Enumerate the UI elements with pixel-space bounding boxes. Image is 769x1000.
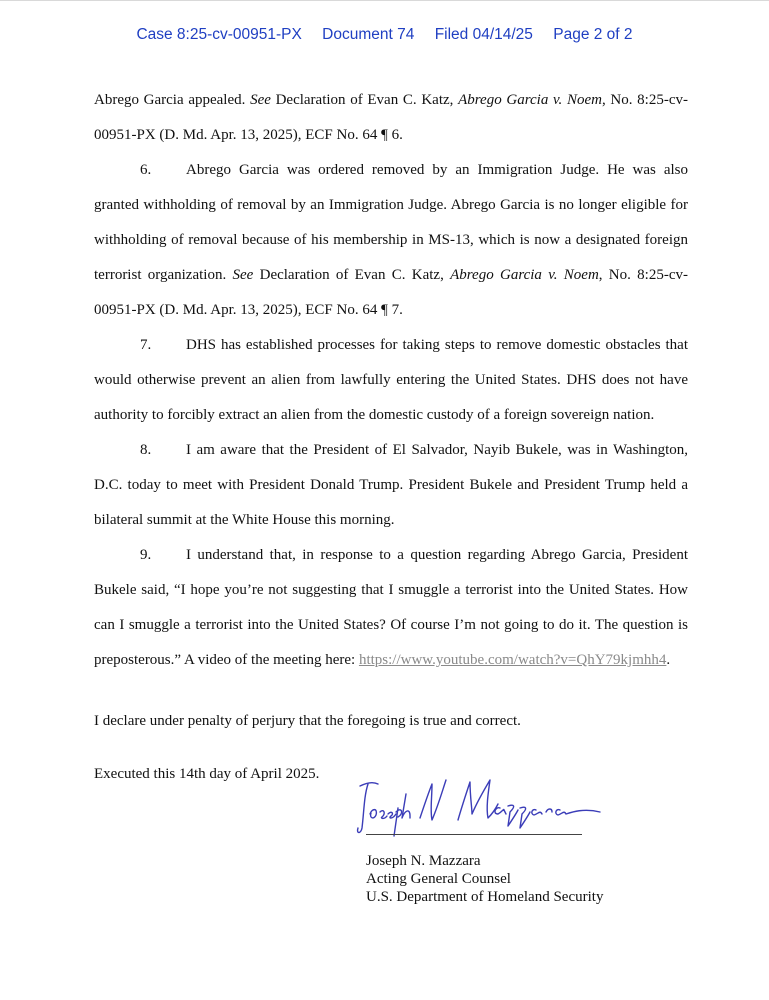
header-filed-date: Filed 04/14/25 — [434, 26, 533, 43]
text-run: Declaration of Evan C. Katz, — [270, 92, 459, 108]
text-run: Abrego Garcia appealed. — [94, 92, 251, 108]
paragraph-8 — [94, 433, 688, 538]
declaration-body — [94, 83, 688, 678]
text-run: . — [666, 652, 671, 668]
perjury-declaration: I declare under penalty of perjury that the foregoing is true and correct. — [94, 713, 521, 729]
paragraph-6 — [94, 153, 688, 328]
header-document-number: Document 74 — [322, 26, 415, 43]
paragraph-number: 6. — [140, 162, 152, 178]
signer-name: Joseph N. Mazzara — [366, 853, 481, 869]
text-run: DHS has established processes for taking steps to remove domestic obstacles that would otherwise prevent an alien from lawfully entering the United States. DHS does not have authority to forcibly extract an alien from the domestic custody of a foreign sovereign nation. — [94, 337, 688, 423]
paragraph-number: 7. — [140, 337, 152, 353]
execution-date: Executed this 14th day of April 2025. — [94, 766, 320, 782]
handwritten-signature — [350, 770, 612, 840]
text-run: I understand that, in response to a question regarding Abrego Garcia, President Bukele said, “I hope you’re not suggesting that I smuggle a terrorist into the United States. How can I smuggle a terrorist into the United States? Of course I’m not going to do it. The question is preposterous.” A video of the meeting here: — [94, 547, 688, 668]
paragraph-continuation — [94, 83, 688, 153]
text-run: , No. 8:25-cv-00951-PX (D. Md. Apr. 13, 2025), ECF No. 64 ¶ 6. — [94, 92, 688, 143]
page-top-border — [0, 0, 769, 1]
signal-see: See — [250, 92, 271, 108]
video-link[interactable]: https://www.youtube.com/watch?v=QhY79kjmhh4 — [358, 652, 667, 668]
text-run: Abrego Garcia was ordered removed by an Immigration Judge. He was also granted withholding of removal by an Immigration Judge. Abrego Garcia is no longer eligible for withholding of removal because of his membership in MS-13, which is now a designated foreign terrorist organization. — [94, 162, 688, 283]
signature-block — [366, 852, 603, 906]
case-citation: Abrego Garcia v. Noem — [458, 92, 602, 108]
paragraph-number: 9. — [140, 547, 152, 563]
signer-department: U.S. Department of Homeland Security — [366, 889, 604, 905]
signer-title: Acting General Counsel — [366, 871, 511, 887]
header-page-number: Page 2 of 2 — [553, 26, 633, 43]
signature-line — [366, 834, 582, 835]
paragraph-7 — [94, 328, 688, 433]
header-case-number: Case 8:25-cv-00951-PX — [136, 26, 302, 43]
case-citation: Abrego Garcia v. Noem — [450, 267, 599, 283]
signal-see: See — [232, 267, 254, 283]
paragraph-9 — [94, 538, 688, 678]
ecf-header — [0, 26, 769, 44]
text-run: Declaration of Evan C. Katz, — [253, 267, 451, 283]
text-run: , No. 8:25-cv-00951-PX (D. Md. Apr. 13, 2025), ECF No. 64 ¶ 7. — [94, 267, 688, 318]
text-run: I am aware that the President of El Salvador, Nayib Bukele, was in Washington, D.C. today to meet with President Donald Trump. President Bukele and President Trump held a bilateral summit at the White House this morning. — [94, 442, 688, 528]
paragraph-number: 8. — [140, 442, 152, 458]
